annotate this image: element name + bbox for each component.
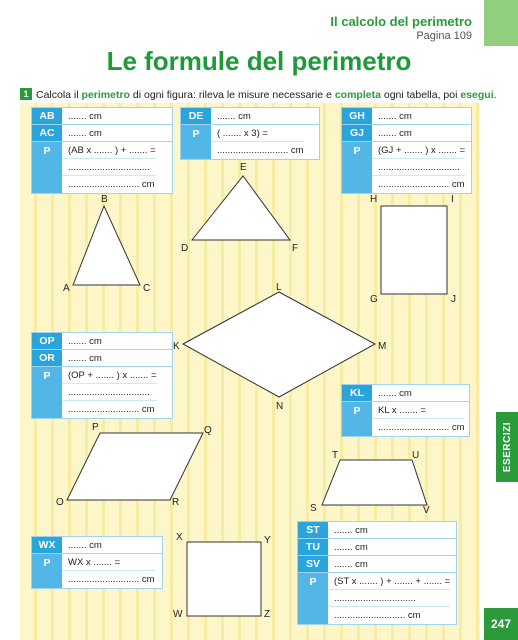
page-reference: Pagina 109	[416, 30, 472, 42]
point-label-i: I	[451, 194, 454, 205]
point-label-w: W	[173, 609, 183, 620]
perimeter-label: P	[298, 573, 328, 624]
point-label-n: N	[276, 401, 284, 412]
page-title: Le formule del perimetro	[106, 46, 412, 76]
row-label: OP	[32, 333, 62, 349]
formula-line[interactable]: ...............................	[62, 384, 157, 401]
result-line[interactable]: ........................... cm	[68, 574, 155, 585]
parallelogram-opqr	[67, 433, 203, 500]
measure-field[interactable]: ....... cm	[378, 110, 412, 122]
keyword-completa: completa	[334, 89, 381, 101]
instruction-text: di ogni figura: rileva le misure necessarie e	[129, 89, 335, 101]
table-square-wxyz	[31, 536, 163, 589]
perimeter-label: P	[342, 402, 372, 436]
point-label-u: U	[412, 450, 420, 461]
point-label-k: K	[173, 341, 180, 352]
point-label-l: L	[276, 282, 282, 293]
trapezoid-stuv	[322, 460, 427, 505]
measure-field[interactable]: ....... cm	[378, 387, 412, 399]
row-label: GJ	[342, 125, 372, 141]
formula-line[interactable]: (GJ + ....... ) x ....... =	[372, 142, 465, 159]
point-label-g: G	[370, 294, 378, 305]
point-label-o: O	[56, 497, 64, 508]
table-triangle-def	[180, 107, 320, 160]
square-wxyz	[187, 542, 261, 616]
triangle-def	[192, 176, 290, 240]
result-line[interactable]: ........................... cm	[378, 179, 465, 190]
page-number: 247	[484, 608, 518, 640]
rhombus-klmn	[183, 292, 375, 397]
perimeter-label: P	[32, 142, 62, 193]
section-title: Il calcolo del perimetro	[330, 14, 472, 29]
row-label: AC	[32, 125, 62, 141]
point-label-e: E	[240, 162, 247, 173]
point-label-h: H	[370, 194, 378, 205]
perimeter-label: P	[32, 367, 62, 418]
row-label: KL	[342, 385, 372, 401]
point-label-t: T	[332, 450, 339, 461]
point-label-p: P	[92, 422, 99, 433]
measure-field[interactable]: ....... cm	[334, 558, 368, 570]
row-label: DE	[181, 108, 211, 124]
measure-field[interactable]: ....... cm	[68, 539, 102, 551]
keyword-esegui: esegui	[460, 89, 494, 101]
measure-field[interactable]: ....... cm	[334, 541, 368, 553]
point-label-q: Q	[204, 425, 212, 436]
result-line[interactable]: ........................... cm	[68, 179, 155, 190]
table-triangle-abc	[31, 107, 173, 194]
row-label: SV	[298, 556, 328, 572]
perimeter-label: P	[32, 554, 62, 588]
instruction-text: ogni tabella, poi	[380, 89, 461, 101]
measure-field[interactable]: ....... cm	[378, 127, 412, 139]
perimeter-label: P	[181, 125, 211, 159]
table-parallelogram-opqr	[31, 332, 173, 419]
row-label: GH	[342, 108, 372, 124]
instruction-text: Calcola il	[36, 89, 82, 101]
point-label-x: X	[176, 532, 183, 543]
point-label-f: F	[292, 243, 299, 254]
point-label-v: V	[423, 505, 430, 516]
exercise-number-badge: 1	[20, 88, 32, 100]
row-label: OR	[32, 350, 62, 366]
point-label-r: R	[172, 497, 180, 508]
row-label: AB	[32, 108, 62, 124]
measure-field[interactable]: ....... cm	[334, 524, 368, 536]
table-rectangle-ghij	[341, 107, 472, 194]
formula-line[interactable]: WX x ....... =	[62, 554, 155, 571]
result-line[interactable]: ........................... cm	[217, 145, 304, 156]
point-label-s: S	[310, 503, 317, 514]
triangle-abc	[73, 206, 140, 285]
result-line[interactable]: ........................... cm	[334, 610, 421, 621]
rectangle-ghij	[381, 206, 447, 294]
point-label-b: B	[101, 194, 108, 205]
esercizi-side-tab	[496, 412, 518, 482]
measure-field[interactable]: ....... cm	[68, 335, 102, 347]
formula-line[interactable]: (OP + ....... ) x ....... =	[62, 367, 157, 384]
point-label-a: A	[63, 283, 70, 294]
point-label-c: C	[143, 283, 151, 294]
formula-line[interactable]: ...............................	[62, 159, 156, 176]
formula-line[interactable]: ...............................	[372, 159, 465, 176]
measure-field[interactable]: ....... cm	[68, 127, 102, 139]
measure-field[interactable]: ....... cm	[68, 352, 102, 364]
result-line[interactable]: ........................... cm	[68, 404, 155, 415]
formula-line[interactable]: (AB x ....... ) + ....... =	[62, 142, 156, 159]
point-label-m: M	[378, 341, 387, 352]
formula-line[interactable]: KL x ....... =	[372, 402, 465, 419]
point-label-j: J	[451, 294, 456, 305]
row-label: TU	[298, 539, 328, 555]
point-label-z: Z	[264, 609, 271, 620]
measure-field[interactable]: ....... cm	[217, 110, 251, 122]
table-rhombus-klmn	[341, 384, 470, 437]
keyword-perimetro: perimetro	[81, 89, 130, 101]
instruction-text: .	[493, 89, 497, 101]
row-label: WX	[32, 537, 62, 553]
side-tab-label: ESERCIZI	[501, 421, 513, 473]
result-line[interactable]: ........................... cm	[378, 422, 465, 433]
point-label-y: Y	[264, 535, 271, 546]
point-label-d: D	[181, 243, 189, 254]
perimeter-label: P	[342, 142, 372, 193]
formula-line[interactable]: ...............................	[328, 590, 450, 607]
table-trapezoid-stuv	[297, 521, 457, 625]
formula-line[interactable]: ( ....... x 3) =	[211, 125, 304, 142]
formula-line[interactable]: (ST x ....... ) + ....... + ....... =	[328, 573, 450, 590]
row-label: ST	[298, 522, 328, 538]
measure-field[interactable]: ....... cm	[68, 110, 102, 122]
